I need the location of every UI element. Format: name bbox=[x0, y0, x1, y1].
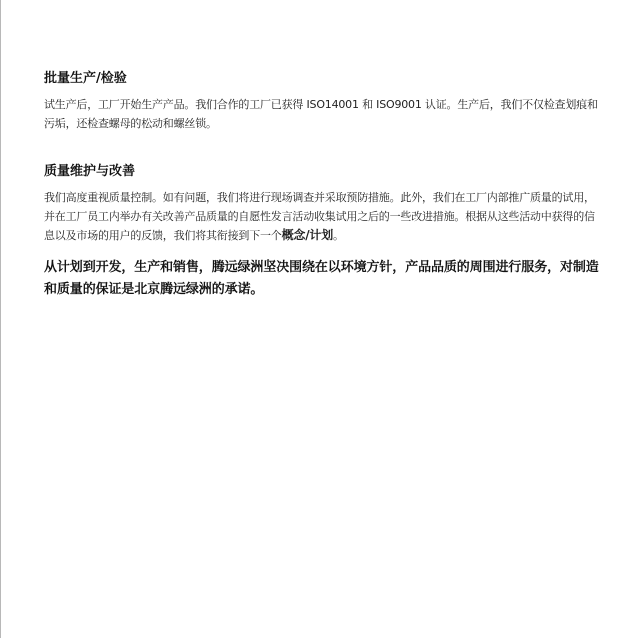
quality-body-end: 。 bbox=[333, 229, 344, 242]
quality-body-emphasis: 概念/计划 bbox=[281, 228, 333, 242]
left-border bbox=[0, 0, 1, 638]
section-title-quality-maintenance: 质量维护与改善 bbox=[44, 164, 136, 179]
section-title-mass-production: 批量生产/检验 bbox=[44, 71, 127, 86]
section-body-mass-production: 试生产后，工厂开始生产产品。我们合作的工厂已获得 ISO14001 和 ISO9001 认证。生产后，我们不仅检查划痕和污垢，还检查螺母的松动和螺丝锁。 bbox=[44, 98, 598, 130]
section-spacer bbox=[44, 133, 604, 163]
content-area bbox=[44, 70, 604, 301]
closing-statement: 从计划到开发，生产和销售，腾远绿洲坚决围绕在以环境方针，产品品质的周围进行服务，对制造和质量的保证是北京腾远绿洲的承诺。 bbox=[44, 260, 599, 297]
section-spacer bbox=[44, 245, 604, 257]
quality-body-text: 我们高度重视质量控制。如有问题，我们将进行现场调查并采取预防措施。此外，我们在工厂内部推广质量的试用，并在工厂员工内举办有关改善产品质量的自愿性发言活动收集试用之后的一些改进措施。根据从这些活动中获得的信息以及市场的用户的反馈，我们将其衔接到下一个 bbox=[44, 191, 595, 242]
section-body-quality-maintenance bbox=[44, 188, 604, 245]
